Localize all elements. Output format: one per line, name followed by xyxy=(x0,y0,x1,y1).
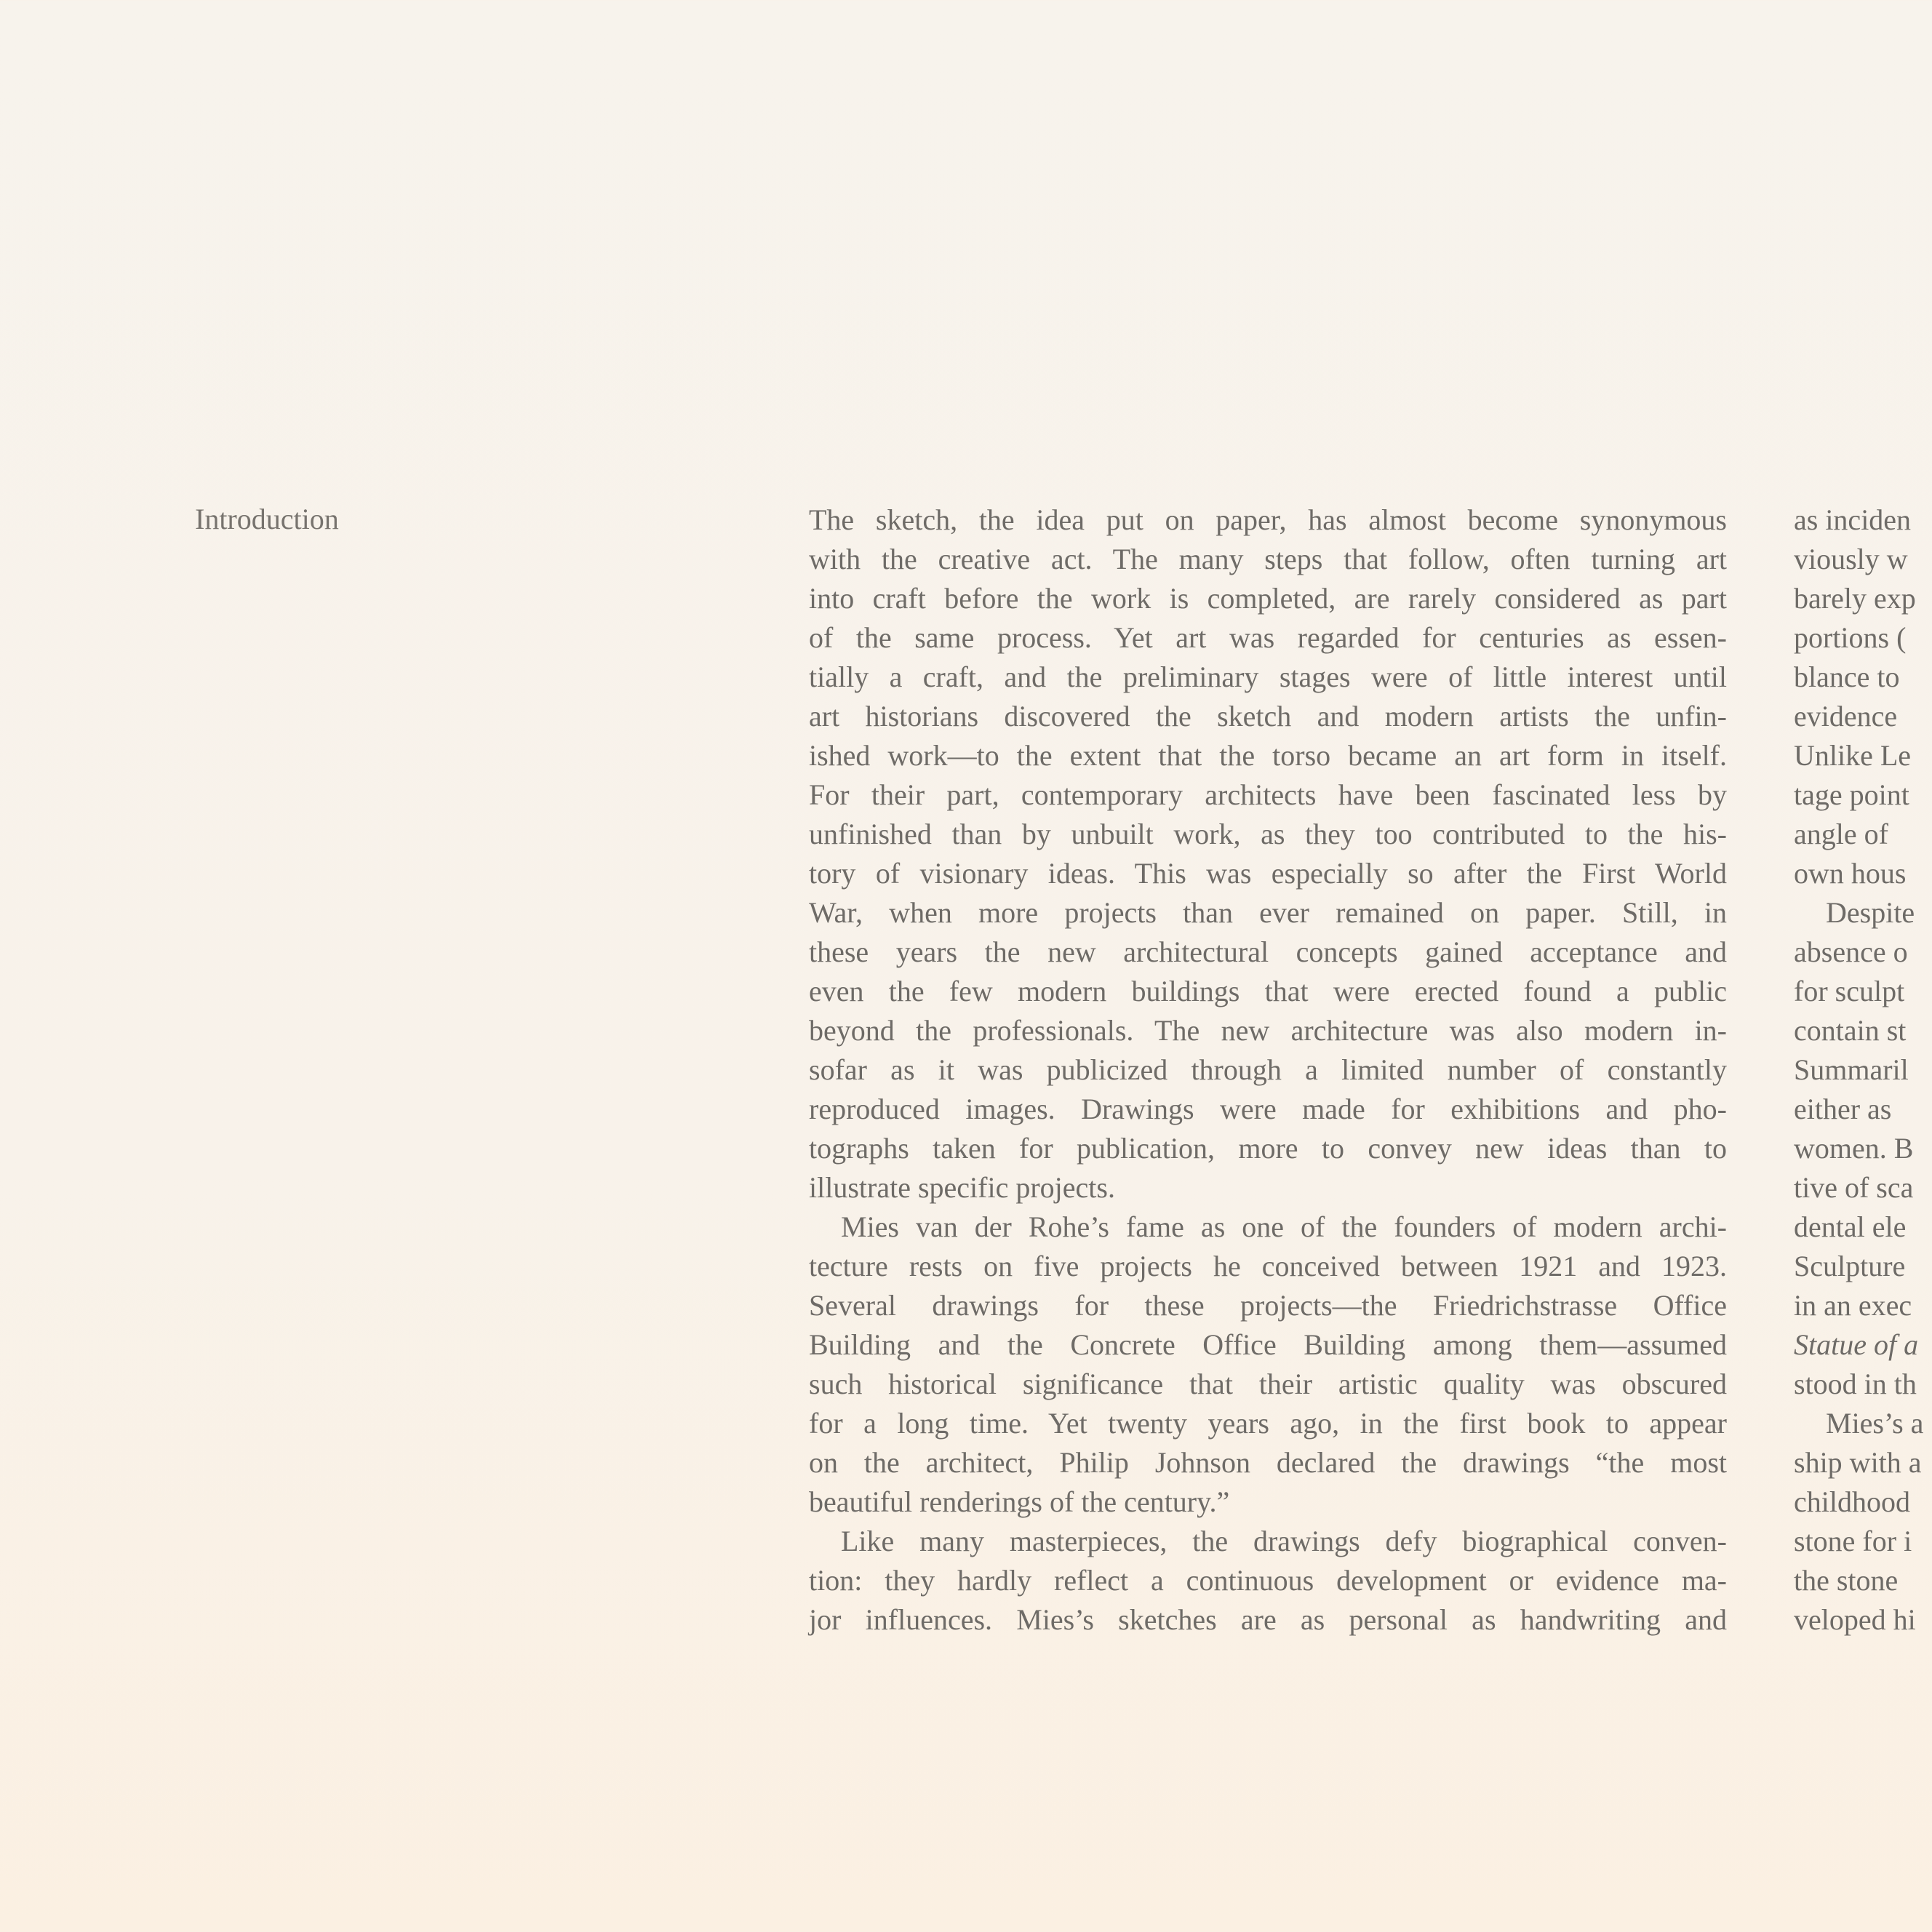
text-line: Mies van der Rohe’s fame as one of the founders of modern archi- xyxy=(841,1210,1727,1243)
text-line: art historians discovered the sketch and modern artists the unfin- xyxy=(809,700,1727,733)
text-line: stood in th xyxy=(1794,1368,1917,1400)
text-line: The sketch, the idea put on paper, has almost become synonymous xyxy=(809,503,1727,536)
text-line: the stone xyxy=(1794,1564,1899,1597)
text-line: angle of xyxy=(1794,818,1888,850)
text-line: women. B xyxy=(1794,1132,1914,1165)
main-text-column xyxy=(809,500,1727,1640)
text-line: tecture rests on five projects he conceived between 1921 and 1923. xyxy=(809,1250,1727,1282)
section-label: Introduction xyxy=(195,503,339,535)
text-line: these years the new architectural concepts gained acceptance and xyxy=(809,935,1727,968)
right-text-column-cropped xyxy=(1794,500,1932,1640)
text-line: evidence xyxy=(1794,700,1898,733)
text-line: of the same process. Yet art was regarded for centuries as essen- xyxy=(809,621,1727,654)
text-line: own hous xyxy=(1794,857,1907,890)
text-line: Sculpture xyxy=(1794,1250,1906,1282)
text-line: ship with a xyxy=(1794,1446,1922,1479)
text-line: Statue of a xyxy=(1794,1328,1919,1361)
text-line: dental ele xyxy=(1794,1210,1907,1243)
text-line: reproduced images. Drawings were made for exhibitions and pho- xyxy=(809,1093,1727,1125)
text-line: even the few modern buildings that were erected found a public xyxy=(809,975,1727,1007)
text-line: for sculpt xyxy=(1794,975,1905,1007)
text-line: War, when more projects than ever remained on paper. Still, in xyxy=(809,896,1727,929)
text-line: Several drawings for these projects—the Friedrichstrasse Office xyxy=(809,1289,1727,1322)
text-line: veloped hi xyxy=(1794,1603,1916,1636)
text-line: into craft before the work is completed, are rarely considered as part xyxy=(809,582,1727,615)
text-line: tially a craft, and the preliminary stages were of little interest until xyxy=(809,660,1727,693)
text-line: beyond the professionals. The new architecture was also modern in- xyxy=(809,1014,1727,1047)
text-line: portions ( xyxy=(1794,621,1907,654)
text-line: Despite xyxy=(1826,896,1915,929)
text-line: Mies’s a xyxy=(1826,1407,1924,1440)
text-line: beautiful renderings of the century.” xyxy=(809,1485,1230,1518)
text-line: stone for i xyxy=(1794,1525,1912,1557)
text-line: sofar as it was publicized through a limited number of constantly xyxy=(809,1053,1727,1086)
text-line: absence o xyxy=(1794,935,1908,968)
text-line: tory of visionary ideas. This was especially so after the First World xyxy=(809,857,1727,890)
text-line: with the creative act. The many steps that follow, often turning art xyxy=(809,543,1727,575)
text-line: Unlike Le xyxy=(1794,739,1912,772)
text-line: blance to xyxy=(1794,660,1900,693)
text-line: tive of sca xyxy=(1794,1171,1914,1204)
text-line: ished work—to the extent that the torso became an art form in itself. xyxy=(809,739,1727,772)
text-line: such historical significance that their artistic quality was obscured xyxy=(809,1368,1727,1400)
text-line: barely exp xyxy=(1794,582,1916,615)
text-line: contain st xyxy=(1794,1014,1907,1047)
text-line: Summaril xyxy=(1794,1053,1909,1086)
text-line: tographs taken for publication, more to convey new ideas than to xyxy=(809,1132,1727,1165)
text-line: For their part, contemporary architects have been fascinated less by xyxy=(809,778,1727,811)
text-line: Like many masterpieces, the drawings defy biographical conven- xyxy=(841,1525,1727,1557)
text-line: unfinished than by unbuilt work, as they too contributed to the his- xyxy=(809,818,1727,850)
text-line: viously w xyxy=(1794,543,1908,575)
text-line: jor influences. Mies’s sketches are as personal as handwriting and xyxy=(809,1603,1727,1636)
text-line: for a long time. Yet twenty years ago, in the first book to appear xyxy=(809,1407,1727,1440)
text-line: Building and the Concrete Office Building among them—assumed xyxy=(809,1328,1727,1361)
text-line: on the architect, Philip Johnson declared the drawings “the most xyxy=(809,1446,1727,1479)
text-line: tage point xyxy=(1794,778,1909,811)
text-line: illustrate specific projects. xyxy=(809,1171,1115,1204)
text-line: tion: they hardly reflect a continuous development or evidence ma- xyxy=(809,1564,1727,1597)
text-line: childhood xyxy=(1794,1485,1910,1518)
text-line: either as xyxy=(1794,1093,1892,1125)
text-line: in an exec xyxy=(1794,1289,1912,1322)
text-line: as inciden xyxy=(1794,503,1912,536)
